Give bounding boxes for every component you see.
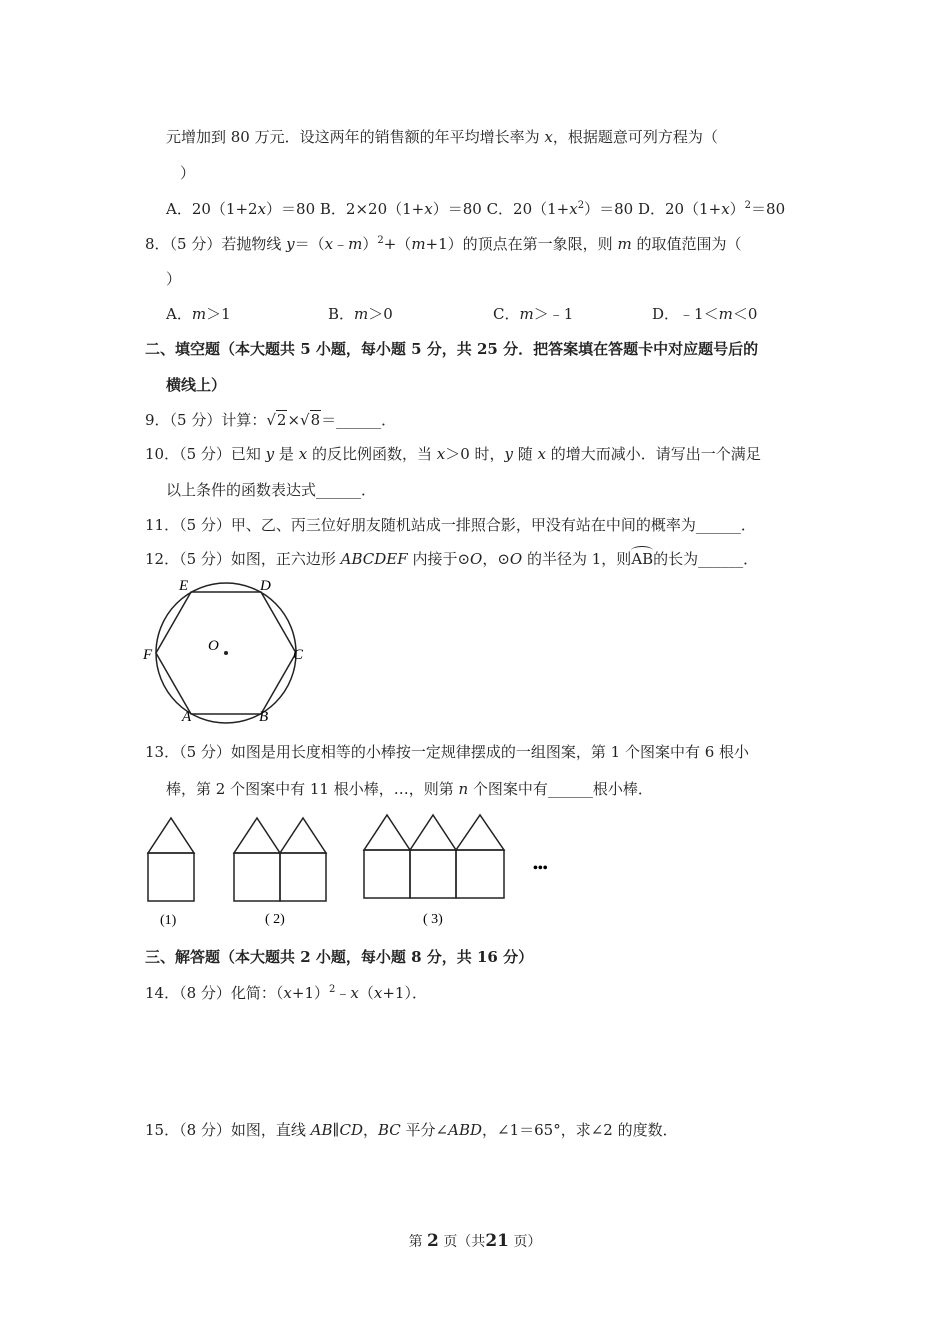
q13-line2: 棒，第 2 个图案中有 11 根小棒，…，则第 n 个图案中有______根小棒． (166, 780, 653, 798)
label-f: F (143, 647, 153, 663)
caption-1: (1) (160, 913, 177, 928)
section-2-title: 二、填空题（本大题共 5 小题，每小题 5 分，共 25 分．把答案填在答题卡中对应题号后的 (145, 340, 759, 358)
q10-line1: 10．（5 分）已知 y 是 x 的反比例函数，当 x＞0 时，y 随 x 的增大而减小．请写出一个满足 (145, 445, 761, 463)
q14-line: 14．（8 分）化简：$(x+1)^2﹣x(x+1)$． (145, 984, 427, 1002)
q15-line: 15．（8 分）如图，直线 AB∥CD，BC 平分∠ABD，∠1＝65°，求∠2 的度数． (145, 1121, 678, 1139)
label-a: A (182, 709, 192, 725)
q10-line2: 以上条件的函数表达式______． (166, 481, 377, 499)
label-b: B (259, 709, 269, 725)
q11-line: 11．（5 分）甲、乙、丙三位好朋友随机站成一排照合影，甲没有站在中间的概率为______． (145, 516, 756, 534)
page-footer: 第 2 页（共21 页） (408, 1231, 542, 1251)
q7-close-paren: ） (180, 164, 196, 182)
current-page: 2 (427, 1231, 439, 1251)
ellipsis-dots: ••• (533, 861, 548, 876)
q7-stem-continuation: 元增加到 80 万元．设这两年的销售额的年平均增长率为 x，根据题意可列方程为（ (166, 128, 718, 146)
label-e: E (179, 578, 189, 594)
sqrt-8: √8 (300, 411, 321, 429)
q9-line: 9．（5 分）计算：√2×√8＝______． (145, 411, 397, 429)
q8-option-a: A．m＞1 (166, 305, 231, 323)
q13-line1: 13．（5 分）如图是用长度相等的小棒按一定规律摆成的一组图案，第 1 个图案中有 6 根小 (145, 743, 750, 761)
arc-ab: AB (631, 550, 654, 568)
hexagon-circle-figure (140, 575, 315, 725)
section-2-title-cont: 横线上） (166, 376, 227, 394)
center-point (224, 651, 228, 655)
q8-stem: 8．（5 分）若抛物线 y＝（x﹣m）$^2$+（m+1）的顶点在第一象限，则 m 的取值范围为（ (145, 235, 742, 253)
label-c: C (293, 647, 304, 663)
q8-option-c: C．m＞﹣1 (493, 305, 574, 323)
label-d: D (260, 578, 271, 594)
pattern-1 (148, 818, 194, 901)
caption-3: ( 3) (423, 912, 443, 927)
q8-option-d: D．﹣1＜m＜0 (652, 305, 758, 323)
q12-line: 12．（5 分）如图，正六边形 ABCDEF 内接于⊙O，⊙O 的半径为 1，则AB的长为______． (145, 550, 759, 568)
total-pages: 21 (485, 1231, 509, 1251)
label-o: O (208, 638, 219, 654)
house-pattern-figure (140, 810, 560, 935)
pattern-2 (234, 818, 326, 901)
q8-option-b: B．m＞0 (328, 305, 393, 323)
pattern-3 (364, 815, 504, 898)
q8-close-paren: ） (166, 270, 182, 288)
section-3-title: 三、解答题（本大题共 2 小题，每小题 8 分，共 16 分） (145, 948, 534, 966)
caption-2: ( 2) (265, 912, 285, 927)
q7-options: A．20（1+2x）＝80 B．2×20（1+x）＝80 C．$20(1+x^2)=80$ D．$20(1+x)^2=80$ (166, 200, 786, 218)
sqrt-2: √2 (266, 411, 287, 429)
